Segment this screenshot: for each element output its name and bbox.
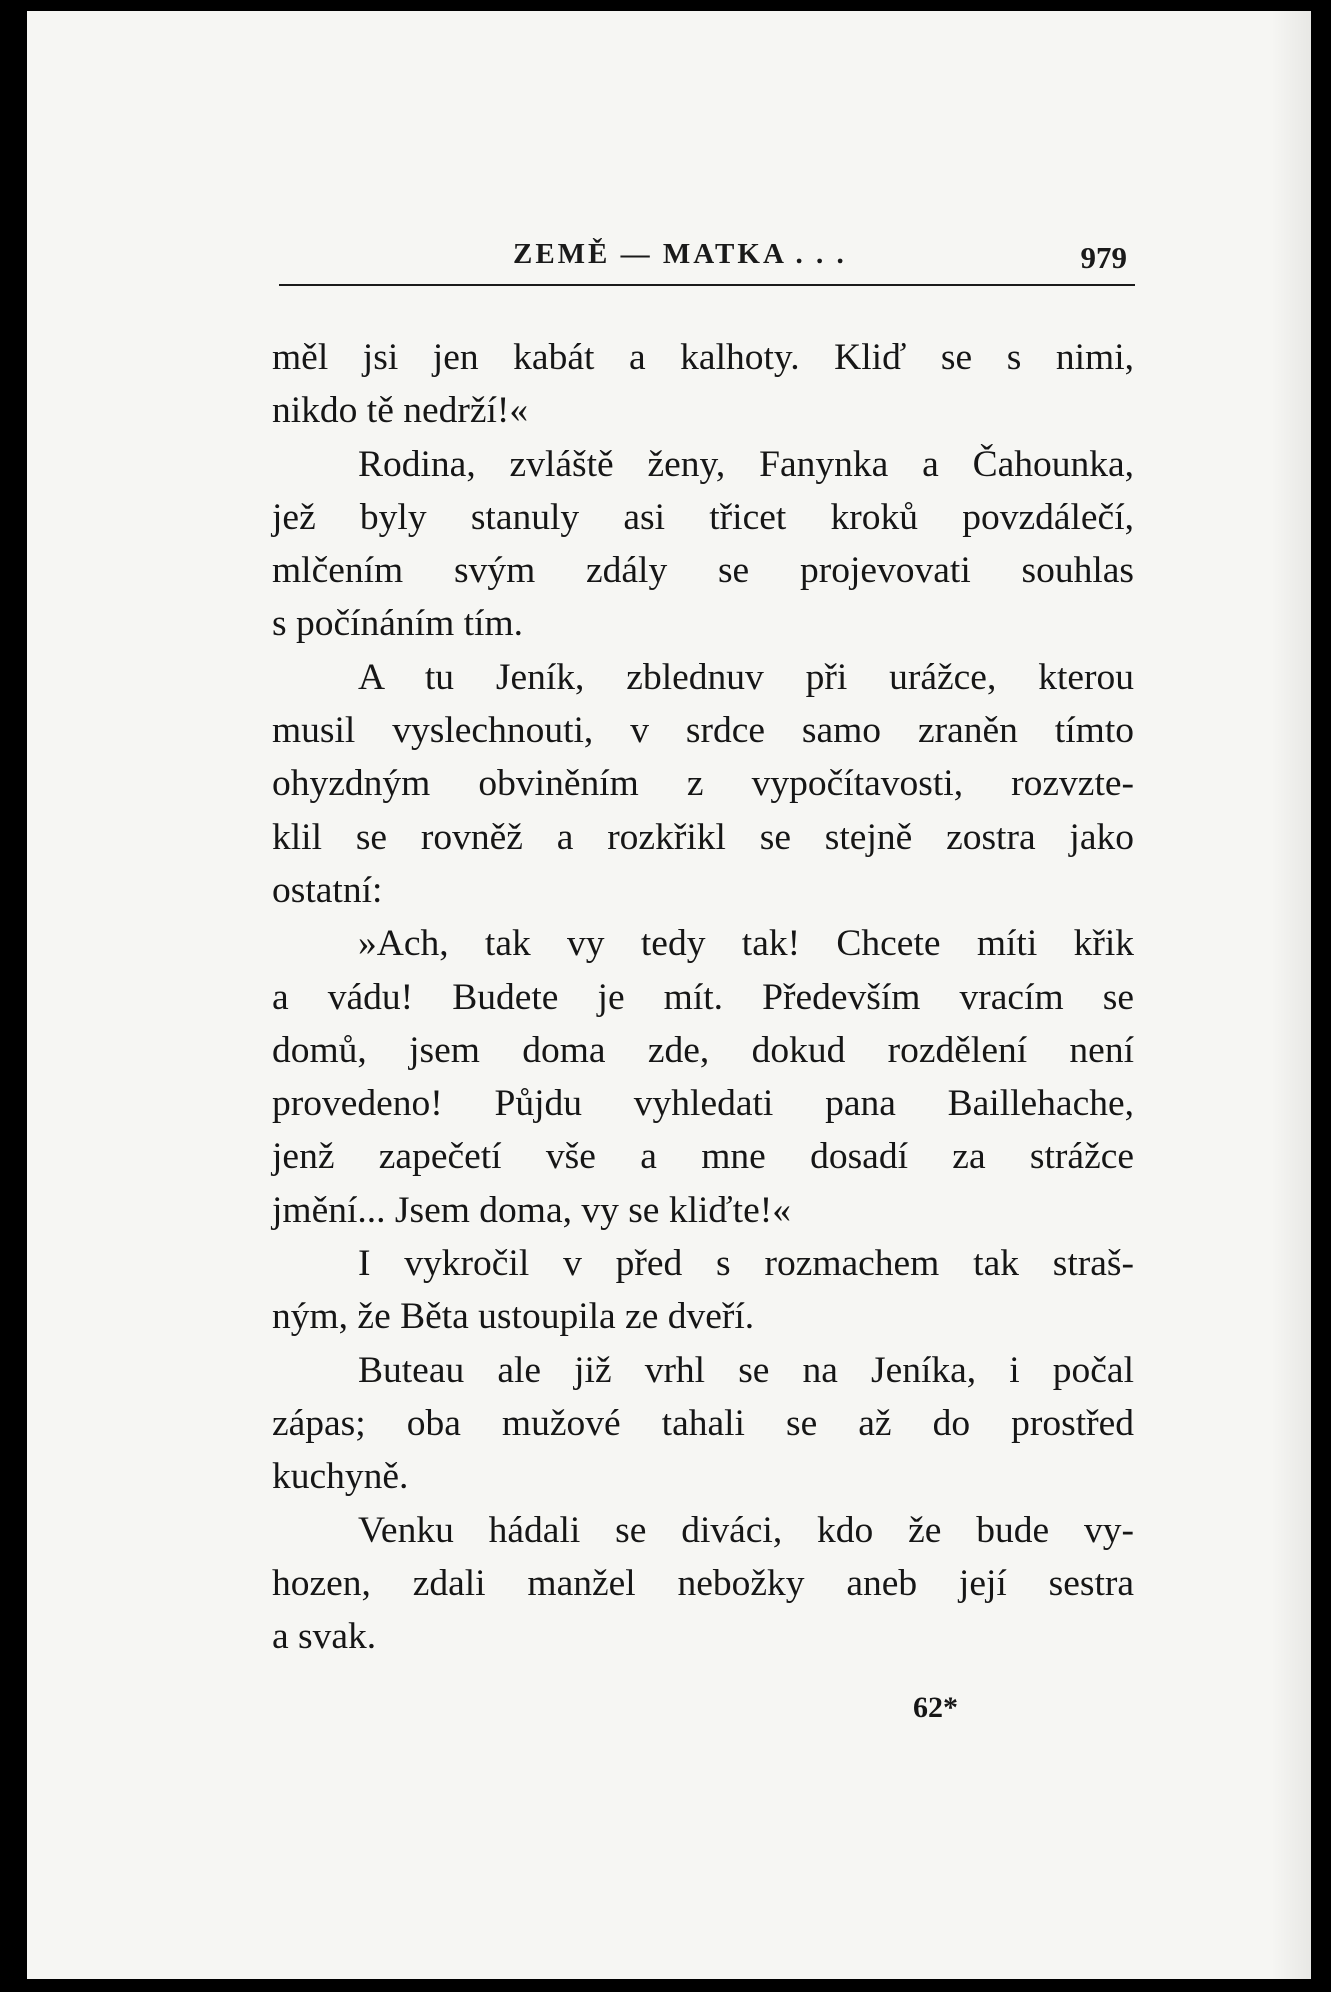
- text-line: Buteau ale již vrhl se na Jeníka, i počal: [358, 1349, 1134, 1391]
- text-line: mlčením svým zdály se projevovati souhlas: [272, 550, 1134, 592]
- text-line: A tu Jeník, zblednuv při urážce, kterou: [358, 656, 1134, 698]
- text-line: jenž zapečetí vše a mne dosadí za strážce: [272, 1136, 1134, 1178]
- body-text: [272, 331, 1134, 1663]
- text-line: Rodina, zvláště ženy, Fanynka a Čahounka,: [358, 443, 1134, 485]
- text-line: měl jsi jen kabát a kalhoty. Kliď se s nimi,: [272, 337, 1134, 378]
- text-line: domů, jsem doma zde, dokud rozdělení není: [272, 1029, 1134, 1071]
- text-line: ostatní:: [272, 869, 383, 911]
- page-number: 979: [1080, 240, 1127, 275]
- text-line: a vádu! Budete je mít. Především vracím se: [272, 976, 1134, 1018]
- text-line: a svak.: [272, 1616, 377, 1658]
- running-head: ZEMĚ — MATKA . . .: [513, 238, 847, 270]
- text-line: kuchyně.: [272, 1456, 409, 1498]
- text-line: nikdo tě nedrží!«: [272, 390, 529, 432]
- text-line: musil vyslechnouti, v srdce samo zraněn tímto: [272, 710, 1134, 752]
- text-line: ohyzdným obviněním z vypočítavosti, rozvzte-: [272, 763, 1134, 805]
- page-edge-shadow: [1271, 11, 1311, 1979]
- text-line: jmění... Jsem doma, vy se kliďte!«: [272, 1189, 791, 1231]
- text-line: s počínáním tím.: [272, 603, 524, 645]
- text-line: »Ach, tak vy tedy tak! Chcete míti křik: [358, 923, 1134, 965]
- text-line: I vykročil v před s rozmachem tak straš-: [358, 1243, 1134, 1285]
- text-line: hozen, zdali manžel nebožky aneb její sestra: [272, 1562, 1134, 1604]
- text-line: jež byly stanuly asi třicet kroků povzdálečí,: [272, 496, 1134, 538]
- signature-mark: 62*: [913, 1691, 958, 1724]
- text-line: zápas; oba mužové tahali se až do prostřed: [272, 1402, 1134, 1444]
- text-line: provedeno! Půjdu vyhledati pana Baillehache,: [272, 1083, 1134, 1125]
- book-page: [27, 11, 1311, 1979]
- text-line: klil se rovněž a rozkřikl se stejně zostra jako: [272, 816, 1134, 858]
- text-line: ným, že Běta ustoupila ze dveří.: [272, 1296, 755, 1338]
- page-header: [279, 226, 1135, 286]
- text-line: Venku hádali se diváci, kdo že bude vy-: [358, 1509, 1134, 1551]
